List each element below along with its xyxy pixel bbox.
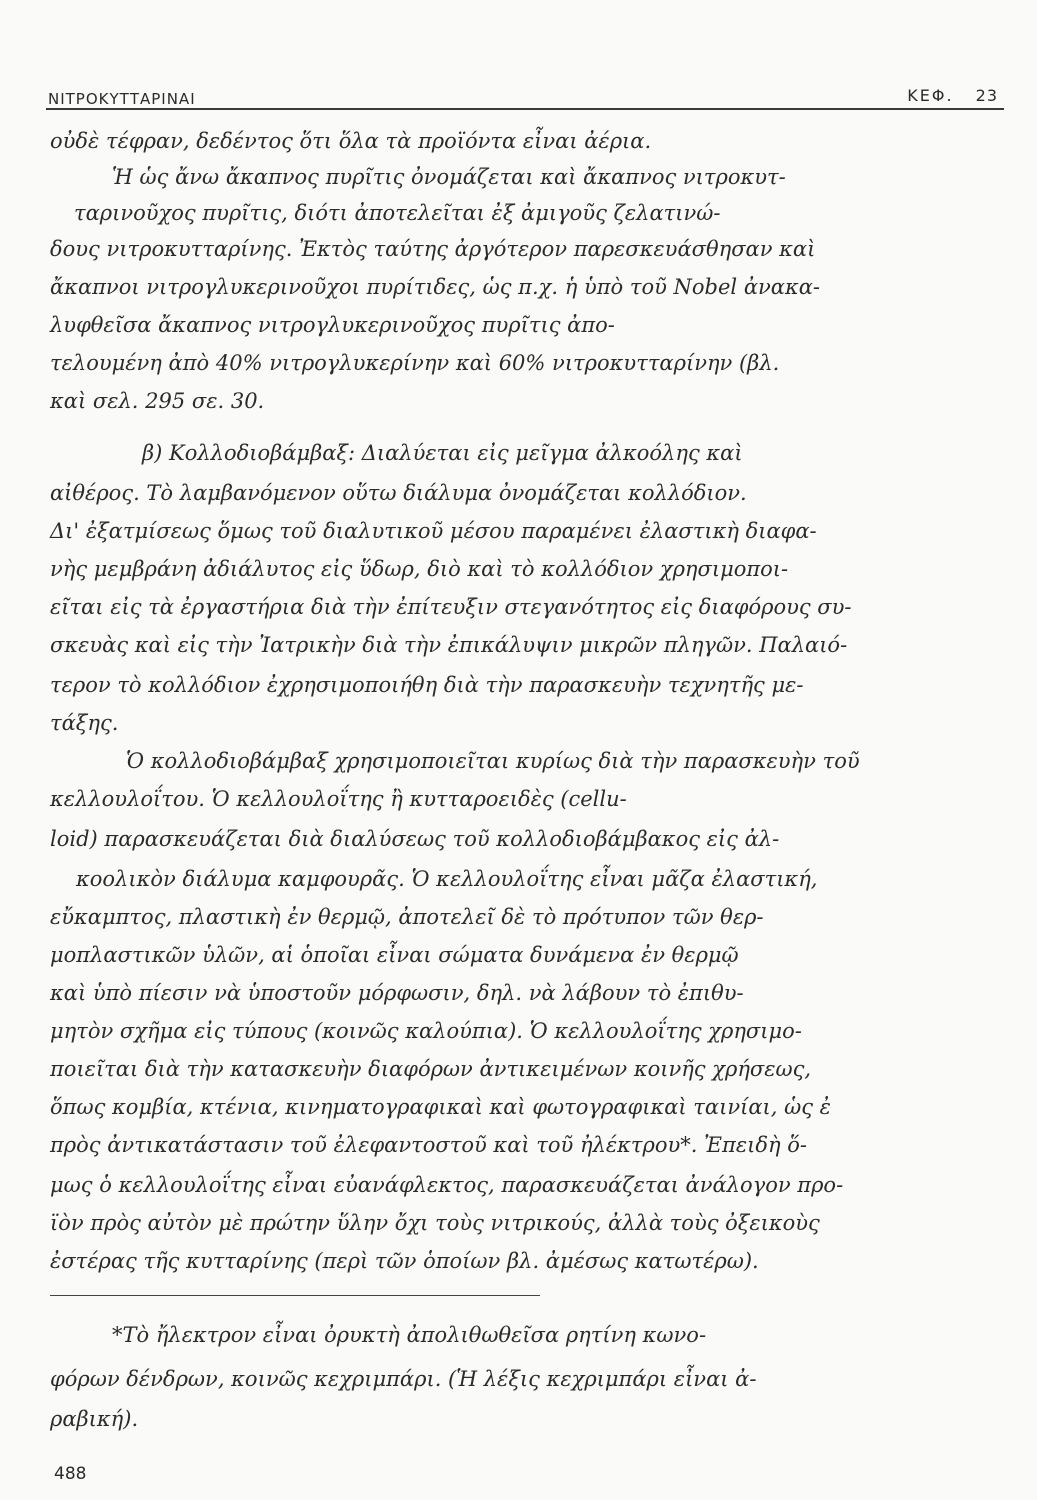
text-line: καὶ σελ. 295 σε. 30. [50,389,265,413]
text-line: εὔκαμπτος, πλαστικὴ ἐν θερμῷ, ἀποτελεῖ δὲ τὸ πρότυπον τῶν θερ- [50,905,764,929]
footnote-line: ραβική). [50,1407,139,1431]
text-line: μως ὁ κελλουλοΐτης εἶναι εὐανάφλεκτος, παρασκευάζεται ἀνάλογον προ- [50,1173,844,1197]
running-title: ΝΙΤΡΟΚΥΤΤΑΡΙΝΑΙ [48,90,196,108]
text-line: Ὁ κολλοδιοβάμβαξ χρησιμοποιεῖται κυρίως διὰ τὴν παρασκευὴν τοῦ [126,749,860,773]
text-line: ϊὸν πρὸς αὐτὸν μὲ πρώτην ὕλην ὄχι τοὺς νιτρικούς, ἀλλὰ τοὺς ὀξεικοὺς [50,1211,820,1235]
text-line: ποιεῖται διὰ τὴν κατασκευὴν διαφόρων ἀντικειμένων κοινῆς χρήσεως, [50,1057,812,1081]
text-line: Δι' ἐξατμίσεως ὅμως τοῦ διαλυτικοῦ μέσου παραμένει ἐλαστικὴ διαφα- [50,519,817,543]
text-line: ταρινοῦχος πυρῖτις, διότι ἀποτελεῖται ἐξ ἀμιγοῦς ζελατινώ- [74,201,721,225]
text-line: μοπλαστικῶν ὑλῶν, αἱ ὁποῖαι εἶναι σώματα δυνάμενα ἐν θερμῷ [50,943,739,967]
text-line: ἄκαπνοι νιτρογλυκερινοῦχοι πυρίτιδες, ὡς π.χ. ἡ ὑπὸ τοῦ Nobel ἀνακα- [50,275,820,299]
text-line: καὶ ὑπὸ πίεσιν νὰ ὑποστοῦν μόρφωσιν, δηλ. νὰ λάβουν τὸ ἐπιθυ- [50,981,744,1005]
text-line: Ἡ ὡς ἄνω ἄκαπνος πυρῖτις ὀνομάζεται καὶ ἄκαπνος νιτροκυτ- [112,165,786,189]
chapter-label: ΚΕΦ. [907,86,954,105]
page-number: 488 [54,1464,87,1484]
text-line: β) Κολλοδιοβάμβαξ: Διαλύεται εἰς μεῖγμα ἀλκοόλης καὶ [142,441,743,465]
text-line: πρὸς ἀντικατάστασιν τοῦ ἐλεφαντοστοῦ καὶ τοῦ ἠλέκτρου*. Ἐπειδὴ ὅ- [50,1133,807,1157]
text-line: ὅπως κομβία, κτένια, κινηματογραφικαὶ καὶ φωτογραφικαὶ ταινίαι, ὡς ἐ [50,1095,831,1119]
text-line: λυφθεῖσα ἄκαπνος νιτρογλυκερινοῦχος πυρῖτις ἀπο- [50,313,615,337]
text-line: οὐδὲ τέφραν, δεδέντος ὅτι ὅλα τὰ προϊόντα εἶναι ἀέρια. [50,129,652,153]
text-line: νὴς μεμβράνη ἀδιάλυτος εἰς ὕδωρ, διὸ καὶ τὸ κολλόδιον χρησιμοποι- [50,557,789,581]
footnote-separator [50,1295,540,1296]
text-line: δους νιτροκυτταρίνης. Ἐκτὸς ταύτης ἀργότερον παρεσκευάσθησαν καὶ [50,237,816,261]
text-line: αἰθέρος. Τὸ λαμβανόμενον οὕτω διάλυμα ὀνομάζεται κολλόδιον. [50,481,747,505]
text-line: loid) παρασκευάζεται διὰ διαλύσεως τοῦ κολλοδιοβάμβακος εἰς ἀλ- [50,827,780,851]
footnote-line: *Τὸ ἤλεκτρον εἶναι ὀρυκτὴ ἀπολιθωθεῖσα ρητίνη κωνο- [112,1323,707,1347]
text-line: ἐστέρας τῆς κυτταρίνης (περὶ τῶν ὁποίων βλ. ἀμέσως κατωτέρω). [50,1249,759,1273]
chapter-reference [907,86,998,105]
text-line: κελλουλοΐτου. Ὁ κελλουλοΐτης ἢ κυτταροειδὲς (cellu- [50,787,627,811]
chapter-number: 23 [975,86,998,105]
page-header [46,82,1004,110]
text-line: τερον τὸ κολλόδιον ἐχρησιμοποιήθη διὰ τὴν παρασκευὴν τεχνητῆς με- [50,673,804,697]
text-line: τελουμένη ἀπὸ 40% νιτρογλυκερίνην καὶ 60% νιτροκυτταρίνην (βλ. [50,351,780,375]
text-line: μητὸν σχῆμα εἰς τύπους (κοινῶς καλούπια). Ὁ κελλουλοΐτης χρησιμο- [50,1019,802,1043]
footnote-line: φόρων δένδρων, κοινῶς κεχριμπάρι. (Ἡ λέξις κεχριμπάρι εἶναι ἀ- [50,1367,757,1391]
text-line: κοολικὸν διάλυμα καμφουρᾶς. Ὁ κελλουλοΐτης εἶναι μᾶζα ἐλαστική, [76,867,818,891]
text-line: τάξης. [50,711,119,735]
text-line: εῖται εἰς τὰ ἐργαστήρια διὰ τὴν ἐπίτευξιν στεγανότητος εἰς διαφόρους συ- [50,595,852,619]
text-line: σκευὰς καὶ εἰς τὴν Ἰατρικὴν διὰ τὴν ἐπικάλυψιν μικρῶν πληγῶν. Παλαιό- [50,633,848,657]
